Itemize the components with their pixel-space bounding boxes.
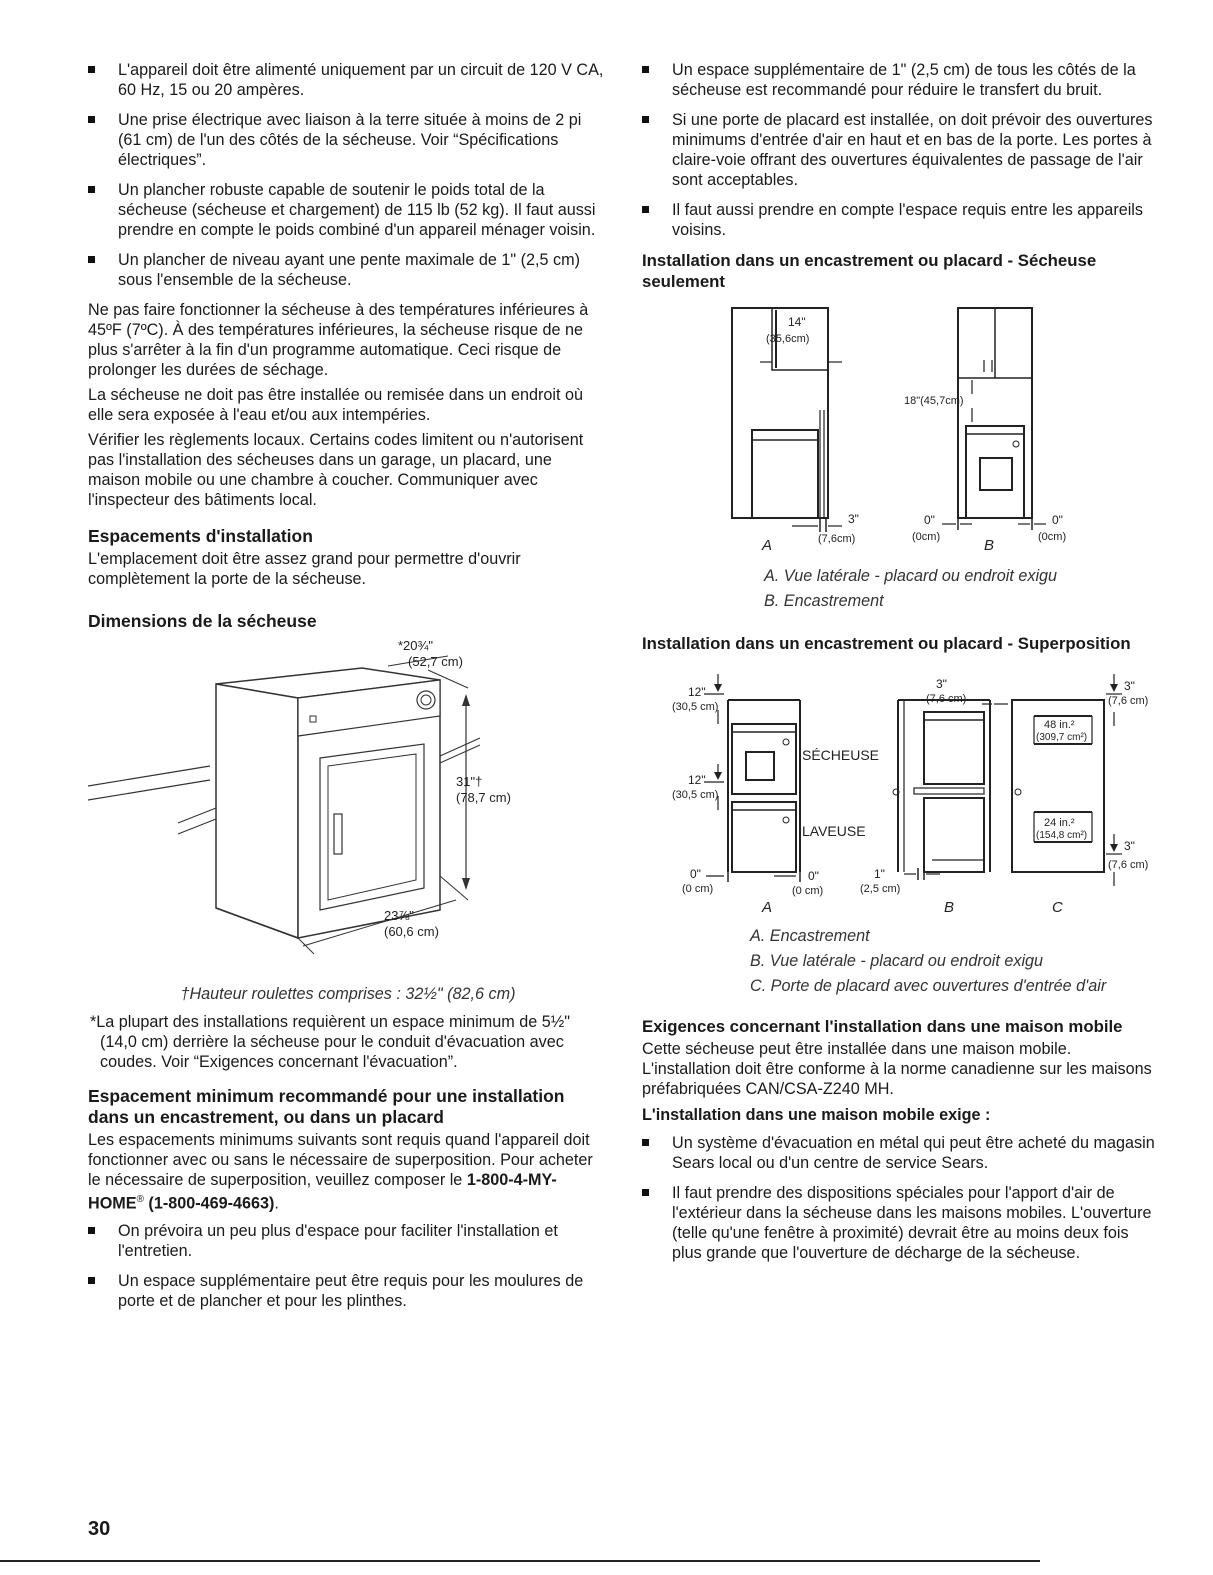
fig2-a-right-cm: (0 cm) bbox=[792, 885, 824, 897]
fig1-b-right-in: 0" bbox=[1052, 513, 1063, 527]
paragraph-minimum: Les espacements minimums suivants sont requis quand l'appareil doit fonctionner avec ou sans le nécessaire de superposition. Pour acheter le nécessaire de superposition, veuillez composer le 1-800-4-MY-HOME® (1-800-469-4663). bbox=[88, 1131, 593, 1213]
fig2-top-in: 12" bbox=[688, 685, 706, 699]
fig2-c-top-cm: (7,6 cm) bbox=[1108, 695, 1149, 707]
heading-espacements: Espacements d'installation bbox=[88, 526, 313, 546]
fig2-c-area-bot-cm: (154,8 cm²) bbox=[1036, 830, 1088, 841]
left-column bbox=[88, 60, 608, 1321]
paragraph-water: La sécheuse ne doit pas être installée ou remisée dans un endroit où elle sera exposée à l'eau et/ou aux intempéries. bbox=[88, 386, 583, 424]
list-item: Il faut prendre des dispositions spéciales pour l'apport d'air de l'extérieur dans la sécheuse dans les maisons mobiles. L'ouverture (telle qu'une fenêtre à proximité) devrait être au moins deux fois plus grande que l'ouverture de décharge de la sécheuse. bbox=[642, 1183, 1157, 1263]
fig2-caption-a: A. Encastrement bbox=[750, 927, 870, 945]
stacked-diagram bbox=[642, 660, 1157, 920]
fig2-a-right-in: 0" bbox=[808, 869, 819, 883]
list-item: Un système d'évacuation en métal qui peut être acheté du magasin Sears local ou d'un centre de service Sears. bbox=[642, 1133, 1157, 1173]
fig2-caption-c: C. Porte de placard avec ouvertures d'entrée d'air bbox=[750, 977, 1107, 995]
list-item: Un plancher robuste capable de soutenir le poids total de la sécheuse (sécheuse et chargement) de 115 lb (52 kg). Il faut aussi prendre en compte le poids combiné d'un appareil ménager voisin. bbox=[88, 180, 608, 240]
fig2-caption-b: B. Vue latérale - placard ou endroit exigu bbox=[750, 952, 1044, 970]
fig1-mid: 18"(45,7cm) bbox=[904, 395, 964, 407]
fig2-label-c: C bbox=[1052, 899, 1063, 916]
minimum-list bbox=[88, 1221, 608, 1311]
fig2-b-top-in: 3" bbox=[936, 677, 947, 691]
fig1-caption-a: A. Vue latérale - placard ou endroit exigu bbox=[764, 567, 1058, 585]
fig2-dryer-label: SÉCHEUSE bbox=[802, 747, 880, 763]
fig1-top-in: 14" bbox=[788, 315, 806, 329]
list-item: Un plancher de niveau ayant une pente maximale de 1" (2,5 cm) sous l'ensemble de la sécheuse. bbox=[88, 250, 608, 290]
fig2-c-area-bot: 24 in.² bbox=[1044, 817, 1075, 829]
fig1-caption-b: B. Encastrement bbox=[764, 592, 884, 610]
fig2-a-left-cm: (0 cm) bbox=[682, 883, 714, 895]
fig1-label-a: A bbox=[762, 537, 773, 554]
dryer-dimensions-figure bbox=[88, 638, 608, 978]
fig2-label-b: B bbox=[944, 899, 955, 916]
spacing-list bbox=[642, 60, 1157, 240]
fig2-b-bottom-in: 1" bbox=[874, 867, 885, 881]
paragraph-temperature: Ne pas faire fonctionner la sécheuse à des températures inférieures à 45ºF (7ºC). À des températures inférieures, la sécheuse risque de ne plus s'arrêter à la fin d'un programme automatique. Ceci risque de prolonger les durées de séchage. bbox=[88, 301, 589, 379]
fig2-c-bot-in: 3" bbox=[1124, 839, 1135, 853]
paragraph-local-codes: Vérifier les règlements locaux. Certains codes limitent ou n'autorisent pas l'installation des sécheuses dans un garage, un placard, une maison mobile ou une chambre à coucher. Communiquer avec l'inspecteur des bâtiments local. bbox=[88, 431, 584, 509]
dryer-illustration bbox=[88, 638, 608, 978]
fig1-a-side-in: 3" bbox=[848, 512, 859, 526]
mobile-home-list bbox=[642, 1133, 1157, 1263]
fig2-top-cm: (30,5 cm) bbox=[672, 701, 719, 713]
list-item: Un espace supplémentaire peut être requis pour les moulures de porte et de plancher et pour les plinthes. bbox=[88, 1271, 608, 1311]
paragraph-espacements: L'emplacement doit être assez grand pour permettre d'ouvrir complètement la porte de la sécheuse. bbox=[88, 550, 521, 588]
dryer-only-figure bbox=[642, 298, 1157, 560]
fig2-mid-cm: (30,5 cm) bbox=[672, 789, 719, 801]
fig1-top-cm: (35,6cm) bbox=[766, 333, 810, 345]
fig1-label-b: B bbox=[984, 537, 995, 554]
subheading-mobile-requires: L'installation dans une maison mobile exige : bbox=[642, 1106, 991, 1124]
paragraph-mobile-home: Cette sécheuse peut être installée dans une maison mobile. L'installation doit être conforme à la norme canadienne sur les maisons préfabriquées CAN/CSA-Z240 MH. bbox=[642, 1040, 1152, 1098]
phone-number: 1-800-4-MY-HOME bbox=[88, 1171, 557, 1213]
right-column bbox=[642, 60, 1157, 1273]
fig2-c-area-top-cm: (309,7 cm²) bbox=[1036, 732, 1088, 743]
fig1-b-left-cm: (0cm) bbox=[912, 531, 941, 543]
vent-note: *La plupart des installations requièrent un espace minimum de 5½" (14,0 cm) derrière la sécheuse pour le conduit d'évacuation avec coudes. Voir “Exigences concernant l'évacuation”. bbox=[90, 1013, 570, 1071]
list-item: Une prise électrique avec liaison à la terre située à moins de 2 pi (61 cm) de l'un des côtés de la sécheuse. Voir “Spécifications électriques”. bbox=[88, 110, 608, 170]
requirements-list bbox=[88, 60, 608, 290]
list-item: Un espace supplémentaire de 1" (2,5 cm) de tous les côtés de la sécheuse est recommandé pour réduire le transfert du bruit. bbox=[642, 60, 1157, 100]
fig2-b-bottom-cm: (2,5 cm) bbox=[860, 883, 901, 895]
height-label: 31"† bbox=[456, 774, 483, 789]
footer-rule bbox=[0, 1560, 1040, 1562]
fig2-c-bot-cm: (7,6 cm) bbox=[1108, 859, 1149, 871]
list-item: Si une porte de placard est installée, on doit prévoir des ouvertures minimums d'entrée d'air en haut et en bas de la porte. Les portes à claire-voie offrant des ouvertures équivalentes de passage de l'air sont acceptables. bbox=[642, 110, 1157, 190]
depth-label: 23⅞" bbox=[384, 908, 414, 923]
stacked-figure bbox=[642, 660, 1157, 920]
width-label: *20¾" bbox=[398, 638, 433, 653]
fig1-b-right-cm: (0cm) bbox=[1038, 531, 1067, 543]
fig1-a-side-cm: (7,6cm) bbox=[818, 533, 856, 545]
fig2-label-a: A bbox=[762, 899, 773, 916]
fig2-washer-label: LAVEUSE bbox=[802, 823, 866, 839]
fig2-c-top-in: 3" bbox=[1124, 679, 1135, 693]
heading-dryer-only: Installation dans un encastrement ou placard - Sécheuse seulement bbox=[642, 251, 1097, 291]
width-cm-label: (52,7 cm) bbox=[408, 654, 463, 669]
list-item: L'appareil doit être alimenté uniquement par un circuit de 120 V CA, 60 Hz, 15 ou 20 ampères. bbox=[88, 60, 608, 100]
heading-minimum: Espacement minimum recommandé pour une installation dans un encastrement, ou dans un placard bbox=[88, 1086, 565, 1127]
page-number: 30 bbox=[88, 1518, 111, 1540]
dryer-only-diagram bbox=[642, 298, 1157, 560]
heading-mobile-home: Exigences concernant l'installation dans une maison mobile bbox=[642, 1017, 1123, 1036]
heading-dimensions: Dimensions de la sécheuse bbox=[88, 611, 317, 631]
fig2-mid-in: 12" bbox=[688, 773, 706, 787]
list-item: Il faut aussi prendre en compte l'espace requis entre les appareils voisins. bbox=[642, 200, 1157, 240]
dryer-caption: †Hauteur roulettes comprises : 32½" (82,6 cm) bbox=[180, 985, 516, 1003]
fig2-b-top-cm: (7,6 cm) bbox=[926, 693, 967, 705]
fig2-c-area-top: 48 in.² bbox=[1044, 719, 1075, 731]
depth-cm-label: (60,6 cm) bbox=[384, 924, 439, 939]
height-cm-label: (78,7 cm) bbox=[456, 790, 511, 805]
list-item: On prévoira un peu plus d'espace pour faciliter l'installation et l'entretien. bbox=[88, 1221, 608, 1261]
heading-stacked: Installation dans un encastrement ou placard - Superposition bbox=[642, 634, 1131, 653]
phone-number-2: (1-800-469-4663) bbox=[143, 1194, 275, 1213]
fig2-a-left-in: 0" bbox=[690, 867, 701, 881]
fig1-b-left-in: 0" bbox=[924, 513, 935, 527]
